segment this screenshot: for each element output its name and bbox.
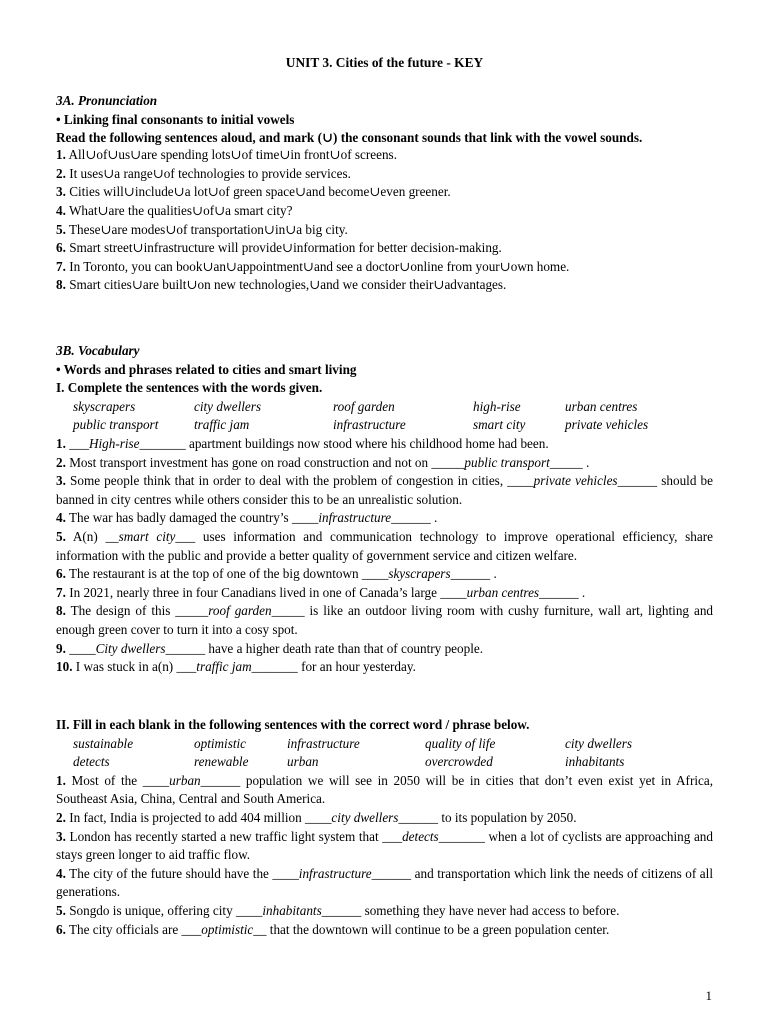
section-bullet: • Words and phrases related to cities and smart living [56, 361, 357, 377]
exercise-item [56, 472, 713, 509]
instruction: Read the following sentences aloud, and mark (∪) the consonant sounds that link with the vowel sounds. [56, 130, 643, 146]
item-text: ______ and transportation which link the needs of citizens of all generations. [56, 865, 713, 900]
item-text: A(n) __ [65, 528, 119, 544]
item-text: Most of the ____ [65, 772, 170, 788]
answer-text: City dwellers [95, 640, 166, 656]
exercise-item [56, 640, 713, 659]
item-text: Cities will∪include∪a lot∪of green space∪and become∪even greener. [69, 184, 451, 200]
word-bank-item: overcrowded [425, 754, 493, 770]
exercise-item [56, 258, 713, 277]
exercise-item [56, 528, 713, 565]
word-bank-item: city dwellers [565, 735, 633, 751]
exercise-item [56, 239, 713, 258]
item-text: In fact, India is projected to add 404 million ____ [65, 809, 332, 825]
answer-text: infrastructure [298, 865, 372, 881]
word-bank-item: optimistic [194, 735, 247, 751]
item-text: All∪of∪us∪are spending lots∪of time∪in front∪of screens. [68, 147, 397, 163]
section-pronunciation [56, 92, 713, 295]
item-text: The city of the future should have the ____ [65, 865, 299, 881]
word-bank-row [56, 735, 713, 754]
exercise-item [56, 146, 713, 165]
item-text: _______ apartment buildings now stood where his childhood home had been. [139, 435, 549, 451]
item-text: _______ when a lot of cyclists are approaching and stays green longer to aid traffic flow. [56, 828, 713, 863]
exercise-item [56, 221, 713, 240]
item-text: ______ . [391, 510, 438, 526]
item-number: 6. [56, 240, 66, 256]
item-text: It uses∪a range∪of technologies to provide services. [69, 165, 351, 181]
exercise-item [56, 658, 713, 677]
answer-text: smart city [118, 528, 176, 544]
word-bank-item: roof garden [333, 398, 395, 414]
item-text: __ that the downtown will continue to be a green population center. [253, 921, 610, 937]
word-bank-row [56, 398, 713, 417]
exercise-item [56, 183, 713, 202]
answer-text: optimistic [201, 921, 254, 937]
item-number: 7. [56, 584, 66, 600]
item-number: 8. [56, 603, 66, 619]
word-bank-item: smart city [473, 417, 526, 433]
item-text: ___ uses information and communication technology to improve operational efficiency, share information with the public and provide a better quality of government service and citizen welfare. [56, 528, 713, 563]
item-number: 5. [56, 221, 66, 237]
section-part-two [56, 716, 713, 939]
item-text: The design of this _____ [65, 603, 209, 619]
item-number: 3. [56, 184, 66, 200]
item-number: 3. [56, 828, 66, 844]
item-number: 6. [56, 921, 66, 937]
item-text: ______ . [539, 584, 586, 600]
item-text: Smart street∪infrastructure will provide∪information for better decision-making. [69, 240, 502, 256]
word-bank-row [56, 753, 713, 772]
item-text: ______ have a higher death rate than that of country people. [165, 640, 484, 656]
answer-text: roof garden [208, 603, 272, 619]
answer-text: city dwellers [331, 809, 399, 825]
item-number: 1. [56, 147, 66, 163]
word-bank-item: traffic jam [194, 417, 250, 433]
instruction: I. Complete the sentences with the words given. [56, 380, 323, 396]
exercise-item [56, 202, 713, 221]
instruction: II. Fill in each blank in the following sentences with the correct word / phrase below. [56, 717, 530, 732]
exercise-item [56, 165, 713, 184]
answer-text: public transport [464, 454, 550, 470]
item-text: ______ population we will see in 2050 will be in cities that don’t even exist yet in Africa, Southeast Asia, China, Central and South America. [56, 772, 714, 807]
item-text: ______ . [450, 566, 497, 582]
item-number: 4. [56, 202, 66, 218]
item-text: The restaurant is at the top of one of the big downtown ____ [65, 566, 389, 582]
exercise-item [56, 828, 713, 865]
item-text: Songdo is unique, offering city ____ [65, 902, 263, 918]
section-vocabulary [56, 342, 713, 677]
word-bank-item: inhabitants [565, 754, 625, 770]
word-bank-item: infrastructure [287, 735, 360, 751]
item-text: In Toronto, you can book∪an∪appointment∪and see a doctor∪online from your∪own home. [69, 258, 570, 274]
item-text: What∪are the qualities∪of∪a smart city? [68, 202, 293, 218]
exercise-item [56, 276, 713, 295]
word-bank-item: sustainable [73, 735, 134, 751]
exercise-item [56, 809, 713, 828]
word-bank-item: urban [287, 754, 319, 770]
answer-text: skyscrapers [388, 566, 451, 582]
item-number: 9. [56, 640, 66, 656]
item-text: Most transport investment has gone on road construction and not on _____ [65, 454, 465, 470]
section-heading: 3A. Pronunciation [56, 93, 158, 108]
exercise-item [56, 454, 713, 473]
exercise-item [56, 921, 713, 940]
item-text: The city officials are ___ [65, 921, 202, 937]
answer-text: urban centres [466, 584, 540, 600]
exercise-item [56, 584, 713, 603]
word-bank-item: urban centres [565, 398, 638, 414]
item-number: 6. [56, 566, 66, 582]
word-bank-item: detects [73, 754, 110, 770]
answer-text: inhabitants [262, 902, 322, 918]
page-title: UNIT 3. Cities of the future - KEY [285, 55, 484, 70]
item-text: _______ for an hour yesterday. [251, 659, 416, 675]
pronunciation-list [56, 146, 713, 295]
answer-text: urban [169, 772, 201, 788]
item-text: ______ something they have never had access to before. [321, 902, 620, 918]
item-text: ______ should be banned in city centres while others consider this to be an unrealistic solution. [56, 473, 714, 507]
page-number: 1 [705, 988, 712, 1004]
answer-text: traffic jam [196, 659, 252, 675]
item-number: 4. [56, 510, 66, 526]
item-text: In 2021, nearly three in four Canadians lived in one of Canada’s large ____ [65, 584, 467, 600]
item-number: 1. [56, 772, 66, 788]
item-number: 2. [56, 165, 66, 181]
item-text: I was stuck in a(n) ___ [72, 659, 197, 675]
answer-text: private vehicles [533, 473, 618, 489]
word-bank-row [56, 416, 713, 435]
item-text: ____ [65, 640, 96, 656]
answer-text: detects [402, 828, 439, 844]
item-number: 1. [56, 435, 66, 451]
word-bank-item: private vehicles [565, 417, 649, 433]
item-number: 5. [56, 902, 66, 918]
exercise-item [56, 509, 713, 528]
word-bank-item: infrastructure [333, 417, 406, 433]
item-number: 7. [56, 258, 66, 274]
answer-text: infrastructure [318, 510, 392, 526]
exercise-item [56, 602, 713, 639]
item-number: 2. [56, 809, 66, 825]
item-number: 5. [56, 528, 66, 544]
item-text: Smart cities∪are built∪on new technologies,∪and we consider their∪advantages. [69, 277, 507, 293]
exercise-item [56, 865, 713, 902]
vocabulary-list-2 [56, 772, 713, 939]
word-bank-item: renewable [194, 754, 249, 770]
item-text: _____ . [549, 454, 590, 470]
word-bank-item: high-rise [473, 398, 521, 414]
exercise-item [56, 772, 713, 809]
item-text: _____ is like an outdoor living room with cushy furniture, wall art, lighting and enough green cover to turn it into a cosy spot. [56, 603, 714, 637]
section-heading: 3B. Vocabulary [56, 343, 140, 358]
item-number: 8. [56, 277, 66, 293]
item-text: ___ [65, 435, 89, 451]
word-bank-item: city dwellers [194, 398, 262, 414]
item-number: 2. [56, 454, 66, 470]
item-text: ______ to its population by 2050. [398, 809, 577, 825]
word-bank-item: skyscrapers [73, 398, 136, 414]
word-bank-item: public transport [73, 417, 159, 433]
item-text: These∪are modes∪of transportation∪in∪a big city. [68, 221, 348, 237]
exercise-item [56, 565, 713, 584]
exercise-item [56, 435, 713, 454]
item-text: The war has badly damaged the country’s ____ [65, 510, 319, 526]
item-number: 3. [56, 473, 66, 489]
exercise-item [56, 902, 713, 921]
item-number: 4. [56, 865, 66, 881]
word-bank-item: quality of life [425, 735, 496, 751]
item-text: Some people think that in order to deal with the problem of congestion in cities, ____ [65, 473, 534, 489]
section-bullet: • Linking final consonants to initial vowels [56, 111, 295, 127]
item-number: 10. [56, 659, 73, 675]
vocabulary-list-1 [56, 435, 713, 677]
answer-text: High-rise [88, 435, 140, 451]
item-text: London has recently started a new traffic light system that ___ [65, 828, 403, 844]
